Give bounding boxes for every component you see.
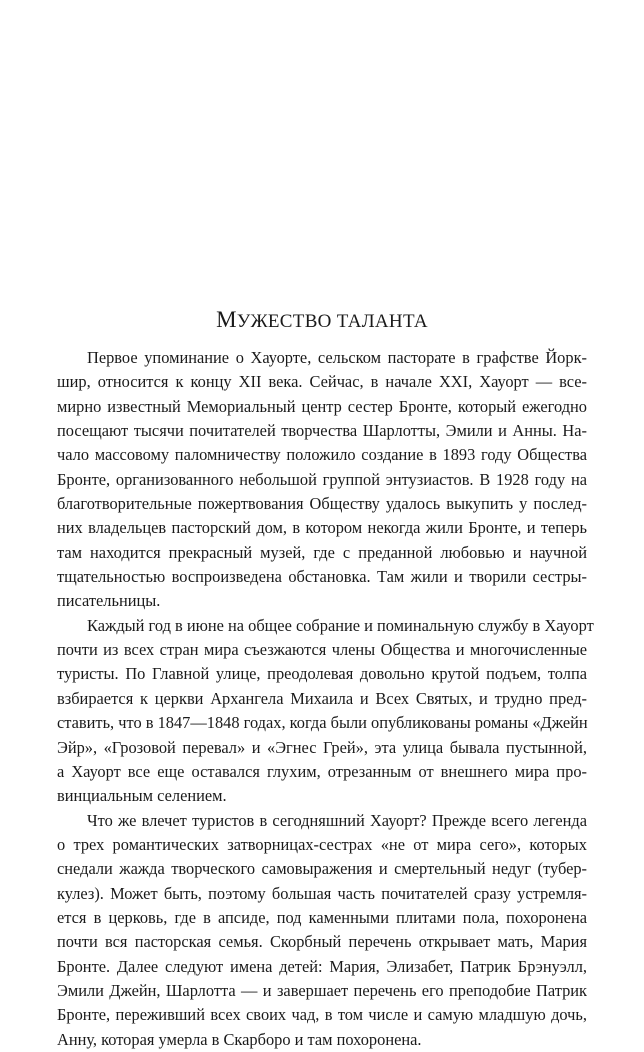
text-line: снедали жажда творческого самовыражения и смертельный недуг (тубер- (57, 859, 587, 879)
text-line: а Хауорт все еще оставался глухим, отрезанным от внешнего мира про- (57, 761, 587, 781)
paragraph (57, 614, 594, 809)
text-line: Бронте, переживший всех своих чад, в том числе и самую младшую дочь, (57, 1005, 587, 1025)
text-line: Первое упоминание о Хауорте, сельском пасторате в графстве Йорк- (87, 348, 587, 367)
text-line: Бронте. Далее следуют имена детей: Мария, Элизабет, Патрик Брэнуэлл, (57, 956, 587, 976)
text-line: тщательностью воспроизведена обстановка. Там жили и творили сестры- (57, 567, 587, 587)
text-line: там находится прекрасный музей, где с преданной любовью и научной (57, 542, 587, 562)
text-line: почти вся пасторская семья. Скорбный перечень открывает мать, Мария (57, 932, 587, 952)
chapter-title-initial: М (216, 307, 237, 332)
text-line: туристы. По Главной улице, преодолевая довольно крутой подъем, толпа (57, 664, 587, 684)
chapter-title (0, 307, 644, 333)
text-line: кулез). Может быть, поэтому большая часть почитателей сразу устремля- (57, 883, 587, 903)
text-line: Бронте, организованного небольшой группой энтузиастов. В 1928 году на (57, 469, 587, 489)
text-line: них владельцев пасторский дом, в котором некогда жили Бронте, и теперь (57, 518, 587, 538)
text-line: посещают тысячи почитателей творчества Шарлотты, Эмили и Анны. На- (57, 421, 587, 441)
text-line: Эйр», «Грозовой перевал» и «Эгнес Грей», эта улица бывала пустынной, (57, 737, 587, 757)
text-line: ется в церковь, где в апсиде, под каменными плитами пола, похоронена (57, 907, 587, 927)
text-line: Эмили Джейн, Шарлотта — и завершает перечень его преподобие Патрик (57, 980, 587, 1000)
text-line: писательницы. (57, 591, 161, 611)
text-line: Каждый год в июне на общее собрание и поминальную службу в Хауорт (87, 615, 594, 635)
text-line: ставить, что в 1847—1848 годах, когда были опубликованы романы «Джейн (57, 713, 588, 733)
text-line: о трех романтических затворницах-сестрах «не от мира сего», которых (57, 834, 587, 854)
text-line: взбирается к церкви Архангела Михаила и Всех Святых, и трудно пред- (57, 688, 587, 708)
text-line: благотворительные пожертвования Обществу удалось выкупить у послед- (57, 494, 587, 514)
text-line: почти из всех стран мира съезжаются члены Общества и многочисленные (57, 640, 587, 660)
text-line: Что же влечет туристов в сегодняшний Хауорт? Прежде всего легенда (87, 810, 587, 830)
paragraph (57, 809, 587, 1052)
text-line: чало массовому паломничеству положило создание в 1893 году Общества (57, 445, 587, 465)
text-line: Анну, которая умерла в Скарборо и там похоронена. (57, 1029, 422, 1049)
chapter-body (57, 346, 594, 1052)
text-line: винциальным селением. (57, 786, 227, 806)
text-line: мирно известный Мемориальный центр сестер Бронте, который ежегодно (57, 396, 587, 416)
text-line: шир, относится к концу XII века. Сейчас, в начале XXI, Хауорт — все- (57, 372, 587, 392)
chapter-title-rest: УЖЕСТВО ТАЛАНТА (236, 311, 428, 332)
paragraph (57, 346, 587, 614)
